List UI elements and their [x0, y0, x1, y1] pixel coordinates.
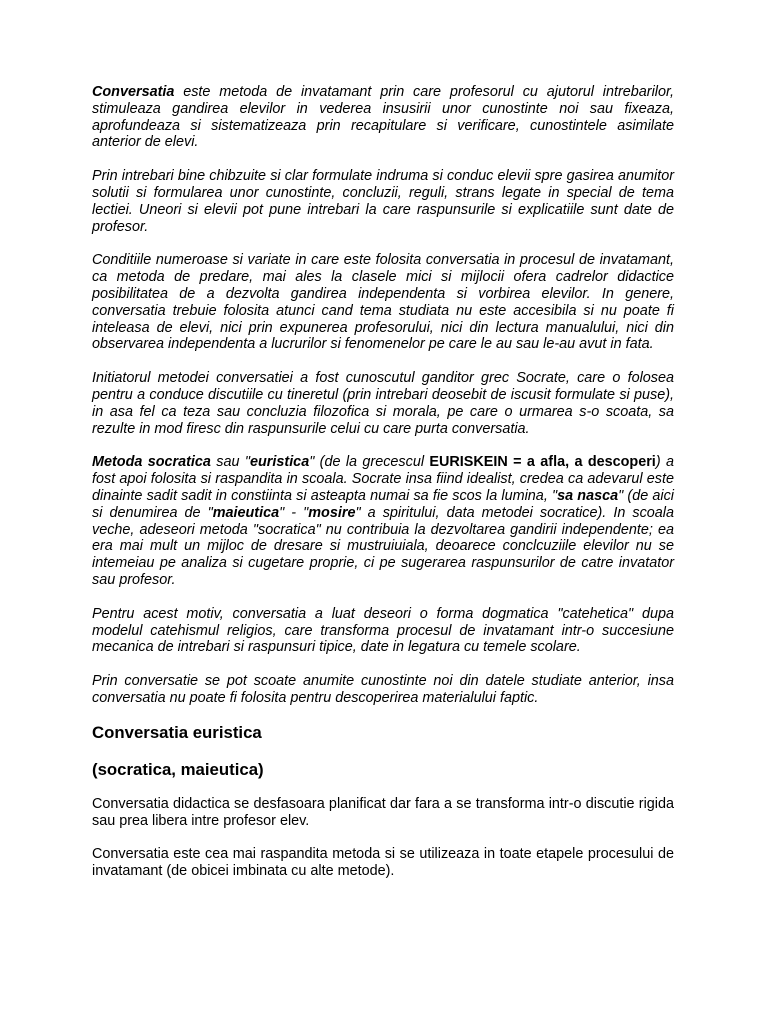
paragraph-conditions: Conditiile numeroase si variate in care este folosita conversatia in procesul de invatamant, ca metoda de predare, mai ales la clasele mici si mijlocii ofera cadrelor didactice posibilitatea de a dezvolta gandirea independenta si vorbirea elevilor. In genere, conversatia trebuie folosita atunci cand tema studiata nu este accesibila si nu poate fi inteleasa de elevi, nici prin expunerea profesorului, nici din lectura manualului, nici din observarea independenta a lucrurilor si fenomenelor pe care le au sau le-au avut in fata. [92, 252, 674, 353]
term-conversatia: Conversatia [92, 84, 175, 100]
term-sa-nasca: sa nasca [557, 487, 619, 504]
paragraph-limits: Prin conversatie se pot scoate anumite cunostinte noi din datele studiate anterior, insa conversatia nu poate fi folosita pentru descoperirea materialului faptic. [92, 673, 674, 706]
document-page [92, 84, 674, 880]
term-metoda-socratica: Metoda socratica [92, 454, 211, 471]
term-euriskein: EURISKEIN = a afla, a descoperi [429, 454, 656, 471]
term-maieutica: maieutica [212, 504, 280, 521]
heading-socratica-maieutica: (socratica, maieutica) [92, 759, 264, 779]
paragraph-socratic-method: Metoda socratica sau "euristica" (de la grecescul EURISKEIN = a afla, a descoperi) a fost apoi folosita si raspandita in scoala. Socrate insa fiind idealist, credea ca adevarul este dinainte sadit sadit in constiinta si asteapta numai sa fie scos la lumina, "sa nasca" (de aici si denumirea de "maieutica" - "mosire" a spiritului, data metodei socratice). In scoala veche, adeseori metoda "socratica" nu contribuia la dezvoltarea gandirii independente; ea era mai mult un mijloc de dresare si mustruiuiala, deoarece conclcuziile elevilor nu se intemeiau pe analiza si cugetare proprie, ci pe sugerarea raspunsurilor de catre invatator sau profesor. [92, 454, 675, 588]
paragraph-didactic: Conversatia didactica se desfasoara planificat dar fara a se transforma intr-o discutie rigida sau prea libera intre profesor elev. [92, 795, 674, 829]
paragraph-socrate: Initiatorul metodei conversatiei a fost cunoscutul ganditor grec Socrate, care o folosea pentru a conduce discutiile cu tineretul (prin intrebari deosebit de iscusit formulate si puse), in asa fel ca teza sau concluzia filozofica si morala, pe care o urmarea s-o scoata, sa rezulte in mod firesc din raspunsurile celui cu care purta conversatia. [92, 370, 674, 437]
paragraph-widespread: Conversatia este cea mai raspandita metoda si se utilizeaza in toate etapele procesului de invatamant (de obicei imbinata cu alte metode). [92, 846, 674, 880]
paragraph-questions: Prin intrebari bine chibzuite si clar formulate indruma si conduc elevii spre gasirea anumitor solutii si formularea unor cunostinte, concluzii, reguli, strans legate in special de tema lectiei. Uneori si elevii pot pune intrebari la care raspunsurile si explicatiile sunt date de profesor. [92, 168, 674, 235]
paragraph-definition [92, 84, 674, 151]
term-mosire: mosire [308, 504, 356, 521]
definition-text: este metoda de invatamant prin care profesorul cu ajutorul intrebarilor, stimuleaza gandirea elevilor in vederea insusirii unor cunostinte noi sau fixeaza, aprofundeaza si sistematizeaza prin recapitulare si verificare, cunostintele asimilate anterior de elevi. [92, 84, 674, 151]
heading-conversatia-euristica: Conversatia euristica [92, 722, 262, 742]
term-euristica: euristica [250, 454, 310, 471]
paragraph-catehetica: Pentru acest motiv, conversatia a luat deseori o forma dogmatica "catehetica" dupa modelul catehismul religios, care transforma procesul de invatamant intr-o succesiune mecanica de intrebari si raspunsuri tipice, date in legatura cu temele scolare. [92, 605, 674, 656]
